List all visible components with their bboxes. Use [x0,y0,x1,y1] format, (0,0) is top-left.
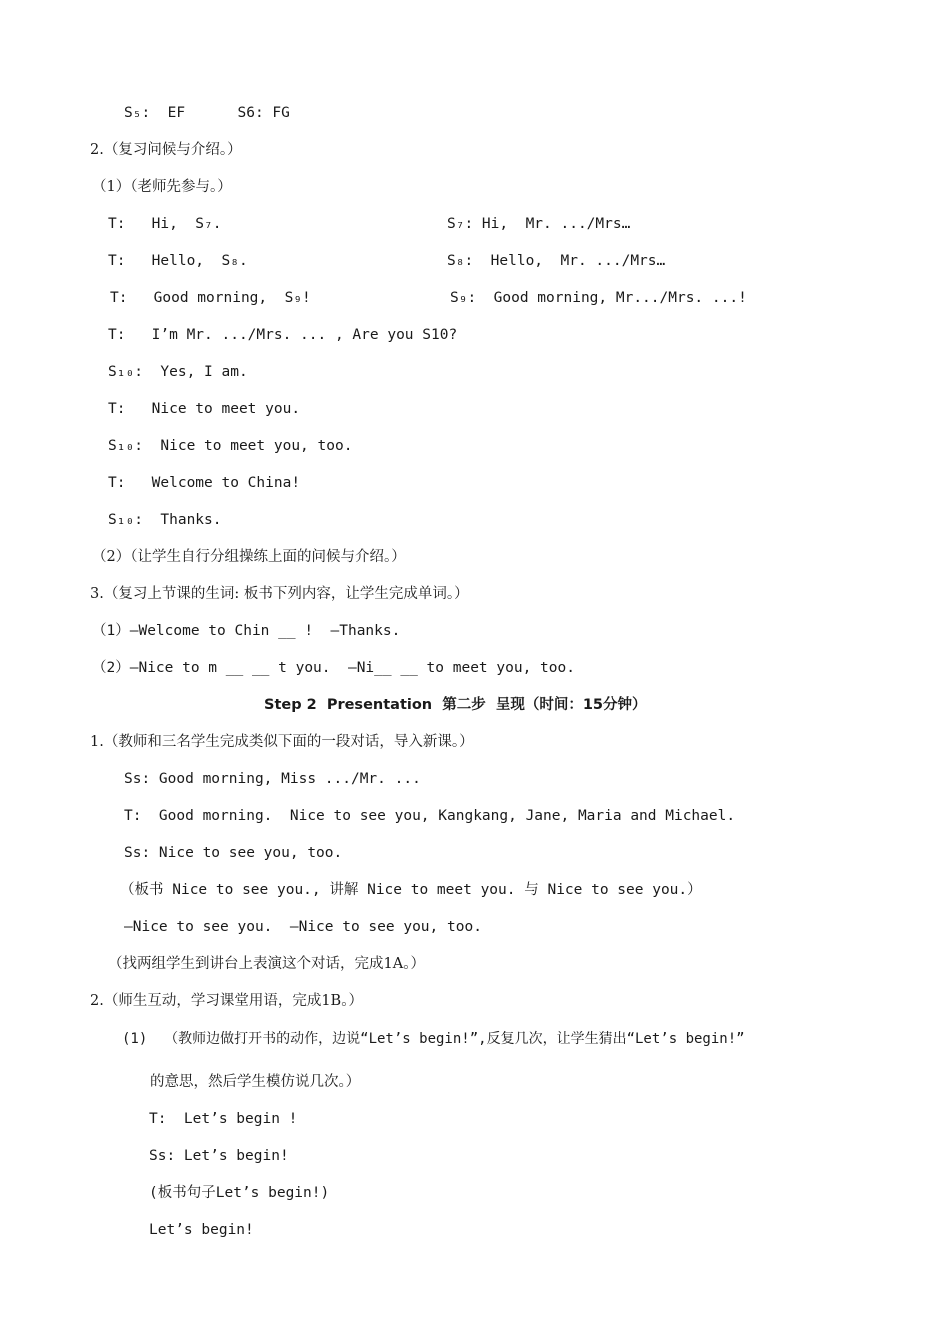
dialogue-line: T: Hi, S₇. [108,216,222,232]
dialogue-line: Ss: Good morning, Miss .../Mr. ... [124,771,421,787]
section-heading: Step 2 Presentation 第二步 呈现（时间：15分钟） [264,697,647,713]
text-line-s5: S₅: EF S6: FG [124,105,290,121]
dialogue-line: Ss: Nice to see you, too. [124,845,343,861]
dialogue-line: T: I’m Mr. .../Mrs. ... , Are you S10? [108,327,458,343]
dialogue-line: T: Welcome to China! [108,475,301,491]
dialogue-line: S₁₀: Yes, I am. [108,364,248,380]
dialogue-line: T: Let’s begin ! [149,1111,298,1127]
subitem-2-text: （2）（让学生自行分组操练上面的问候与介绍。） [92,549,406,565]
dialogue-line: S₈: Hello, Mr. .../Mrs… [447,253,666,269]
item-2-heading: 2.（复习问候与介绍。） [90,142,242,158]
instruction-line: (1) （教师边做打开书的动作，边说“Let’s begin!”,反复几次，让学生猜出“Let’s begin!” [122,1031,745,1047]
board-note: （板书 Nice to see you., 讲解 Nice to meet you. 与 Nice to see you.） [120,882,702,898]
dialogue-line: T: Good morning, S₉! [110,290,311,306]
dialogue-line: S₇: Hi, Mr. .../Mrs… [447,216,631,232]
instruction-line: （找两组学生到讲台上表演这个对话，完成1A。） [108,956,425,972]
dialogue-line: —Nice to see you. —Nice to see you, too. [124,919,482,935]
exercise-line: （1）—Welcome to Chin __ ! —Thanks. [92,623,401,639]
board-note: (板书句子Let’s begin!) [149,1185,330,1201]
dialogue-line: T: Nice to meet you. [108,401,301,417]
instruction-line: 的意思，然后学生模仿说几次。） [150,1074,361,1090]
dialogue-line: T: Good morning. Nice to see you, Kangkang, Jane, Maria and Michael. [124,808,736,824]
dialogue-line: Ss: Let’s begin! [149,1148,289,1164]
item-1-heading: 1.（教师和三名学生完成类似下面的一段对话，导入新课。） [90,734,474,750]
exercise-line: （2）—Nice to m __ __ t you. —Ni__ __ to meet you, too. [92,660,575,676]
dialogue-line: S₁₀: Nice to meet you, too. [108,438,353,454]
subitem-1-heading: （1）（老师先参与。） [92,179,232,195]
dialogue-line: S₁₀: Thanks. [108,512,222,528]
item-3-heading: 3.（复习上节课的生词: 板书下列内容，让学生完成单词。） [90,586,469,602]
item-2b-heading: 2.（师生互动，学习课堂用语，完成1B。） [90,993,363,1009]
dialogue-line: Let’s begin! [149,1222,254,1238]
dialogue-line: T: Hello, S₈. [108,253,248,269]
dialogue-line: S₉: Good morning, Mr.../Mrs. ...! [450,290,747,306]
